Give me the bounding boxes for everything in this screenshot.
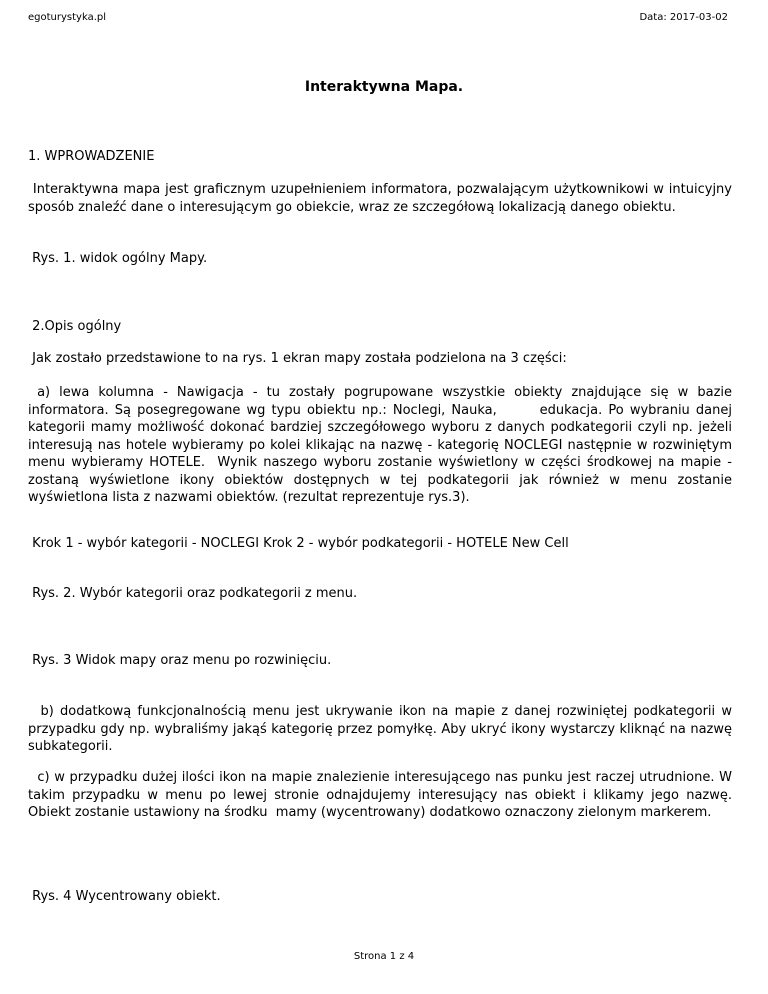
page-number: Strona 1 z 4 (353, 951, 415, 962)
section-2-heading: 2.Opis ogólny (28, 319, 122, 334)
figure-1-caption: Rys. 1. widok ogólny Mapy. (28, 251, 208, 266)
figure-3-caption: Rys. 3 Widok mapy oraz menu po rozwinięciu. (28, 653, 332, 668)
page-title: Interaktywna Mapa. (304, 79, 464, 95)
header-site: egoturystyka.pl (28, 12, 107, 23)
figure-2-caption: Rys. 2. Wybór kategorii oraz podkategorii z menu. (28, 586, 358, 601)
paragraph-a: a) lewa kolumna - Nawigacja - tu zostały pogrupowane wszystkie obiekty znajdujące się w bazie informatora. Są posegregowane wg typu obiektu np.: Noclegi, Nauka, edukacja. Po wybraniu danej kategorii mamy możliwość dokonać bardziej szczegółowego wyboru z danych podkategorii czyli np. jeżeli interesują nas hotele wybieramy po kolei klikając na nazwę - kategorię NOCLEGI następnie w rozwiniętym menu wybieramy HOTELE. Wynik naszego wyboru zostanie wyświetlony w części środkowej na mapie - zostaną wyświetlone ikony obiektów dostępnych w tej podkategorii jak również w menu zostanie wyświetlona lista z nazwami obiektów. (rezultat reprezentuje rys.3). (28, 385, 737, 505)
header-date: Data: 2017-03-02 (639, 12, 728, 23)
steps-line: Krok 1 - wybór kategorii - NOCLEGI Krok 2 - wybór podkategorii - HOTELE New Cell (28, 536, 569, 551)
section-1-heading: 1. WPROWADZENIE (28, 149, 155, 164)
figure-4-caption: Rys. 4 Wycentrowany obiekt. (28, 889, 221, 904)
paragraph-b: b) dodatkową funkcjonalnością menu jest ukrywanie ikon na mapie z danej rozwiniętej podkategorii w przypadku gdy np. wybraliśmy jakąś kategorię przez pomyłkę. Aby ukryć ikony wystarczy kliknąć na nazwę subkategorii. (28, 704, 737, 754)
section-2-lead: Jak zostało przedstawione to na rys. 1 ekran mapy została podzielona na 3 części: (28, 351, 567, 366)
paragraph-c: c) w przypadku dużej ilości ikon na mapie znalezienie interesującego nas punku jest raczej utrudnione. W takim przypadku w menu po lewej stronie odnajdujemy interesujący nas obiekt i klikamy jego nazwę. Obiekt zostanie ustawiony na środku mamy (wycentrowany) dodatkowo oznaczony zielonym markerem. (28, 770, 737, 820)
intro-paragraph: Interaktywna mapa jest graficznym uzupełnieniem informatora, pozwalającym użytkownikowi w intuicyjny sposób znaleźć dane o interesującym go obiekcie, wraz ze szczegółową lokalizacją danego obiektu. (28, 182, 737, 215)
